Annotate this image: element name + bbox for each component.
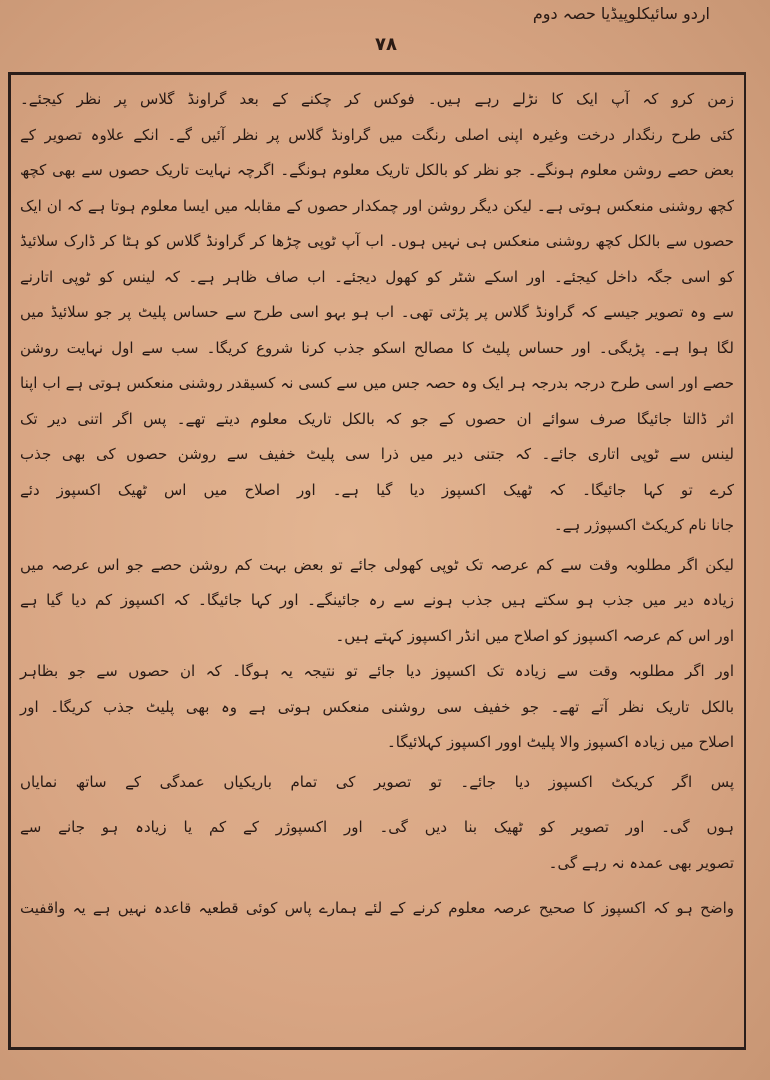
running-header: اردو سائیکلوپیڈیا حصہ دوم — [532, 4, 710, 23]
text-line: کو اسی جگہ داخل کیجئے۔ اور اسکے شٹر کو کھول دیجئے۔ اب صاف ظاہر ہے۔ کہ لینس کو ٹوپی اتارنے — [20, 267, 734, 286]
text-line: کئی طرح رنگدار درخت وغیرہ اپنی اصلی رنگت میں گراونڈ گلاس پر نظر آئیں گے۔ انکے علاوہ تصویر کے — [20, 125, 734, 144]
text-line: اور اگر مطلوبہ وقت سے زیادہ تک اکسپوز دیا جائے تو نتیجہ یہ ہوگا۔ کہ ان حصوں سے جو بظاہر — [20, 662, 734, 680]
text-line: لگا ہوا ہے۔ پڑیگی۔ اور حساس پلیٹ کا مصالح اسکو جذب کرنا شروع کریگا۔ سب سے اول نہایت روشن — [20, 338, 734, 357]
text-line: زمن کرو کہ آپ ایک کا نڑلے رہے ہیں۔ فوکس کر چکنے کے بعد گراونڈ گلاس پر نظر کیجئے۔ — [20, 90, 734, 108]
text-line: حصوں سے بالکل کچھ روشنی منعکس ہی نہیں ہوں۔ اب آپ ٹوپی چڑھا کر گراونڈ گلاس کو ہٹا کر ڈارک سلائیڈ — [20, 232, 735, 250]
text-line: سے وہ تصویر جیسے کہ گراونڈ گلاس پر پڑتی تھی۔ اب ہو بہو اسی طرح سے حساس پلیٹ پر جو سلائیڈ میں — [20, 303, 734, 321]
text-line: کچھ روشنی منعکس ہوتی ہے۔ لیکن دیگر روشن اور چمکدار حصوں کے مقابلہ میں ایسا معلوم ہوتا ہے کہ ان ایک — [20, 196, 734, 215]
text-line: اور اس کم عرصہ اکسپوز کو اصلاح میں انڈر اکسپوز کہتے ہیں۔ — [335, 626, 734, 645]
text-line: حصے اور اسی طرح درجہ بدرجہ ہر ایک وہ حصہ جس میں سے کسی نہ کسیقدر روشنی منعکس ہوتی ہے اب اپنا — [20, 374, 734, 392]
text-line: تصویر بھی عمدہ نہ رہے گی۔ — [548, 853, 734, 872]
text-line: اثر ڈالتا جائیگا صرف سوائے ان حصوں کے جو کہ بالکل تاریک معلوم دیتے تھے۔ پس اگر اتنی دیر تک — [20, 409, 734, 428]
text-line: لینس سے ٹوپی اتاری جائے۔ کہ جتنی دیر میں ذرا سی پلیٹ خفیف سے روشن حصوں کی بھی جذب — [20, 445, 734, 463]
text-line: کرے تو کہا جائیگا۔ کہ ٹھیک اکسپوز دیا گیا ہے۔ اور اصلاح میں اس ٹھیک اکسپوز دئے — [20, 480, 734, 499]
text-line: بعض حصے روشن معلوم ہونگے۔ جو نظر کو بالکل تاریک معلوم ہونگے۔ اگرچہ نہایت تاریک حصوں سے بھی کچھ — [20, 161, 734, 179]
text-line: بالکل تاریک نظر آتے تھے۔ جو خفیف سی روشنی منعکس ہوتی ہے وہ بھی پلیٹ جذب کریگا۔ اور — [20, 697, 734, 716]
text-line: جانا نام کریکٹ اکسپوژر ہے۔ — [553, 516, 734, 534]
text-line: واضح ہو کہ اکسپوز کا صحیح عرصہ معلوم کرنے کے لئے ہمارے پاس کوئی قطعیہ قاعدہ نہیں ہے یہ واقفیت — [20, 899, 734, 917]
page-number: ۷۸ — [375, 34, 397, 55]
text-line: پس اگر کریکٹ اکسپوز دیا جائے۔ تو تصویر کی تمام باریکیاں عمدگی کے ساتھ نمایاں — [20, 772, 734, 791]
text-line: زیادہ دیر میں جذب ہو سکتے ہیں جذب ہونے سے رہ جائینگے۔ اور کہا جائیگا۔ کہ اکسپوز کم دیا گیا ہے — [20, 591, 734, 609]
body-text — [20, 82, 734, 927]
text-line: اصلاح میں زیادہ اکسپوز والا پلیٹ اوور اکسپوز کہلائیگا۔ — [386, 733, 734, 751]
text-line: ہوں گی۔ اور تصویر کو ٹھیک بنا دیں گی۔ اور اکسپوژر کے کم یا زیادہ ہو جانے سے — [20, 818, 734, 836]
text-line: لیکن اگر مطلوبہ وقت سے کم عرصہ تک ٹوپی کھولی جائے تو بعض بہت کم روشن حصے جو اس عرصہ میں — [20, 555, 734, 574]
